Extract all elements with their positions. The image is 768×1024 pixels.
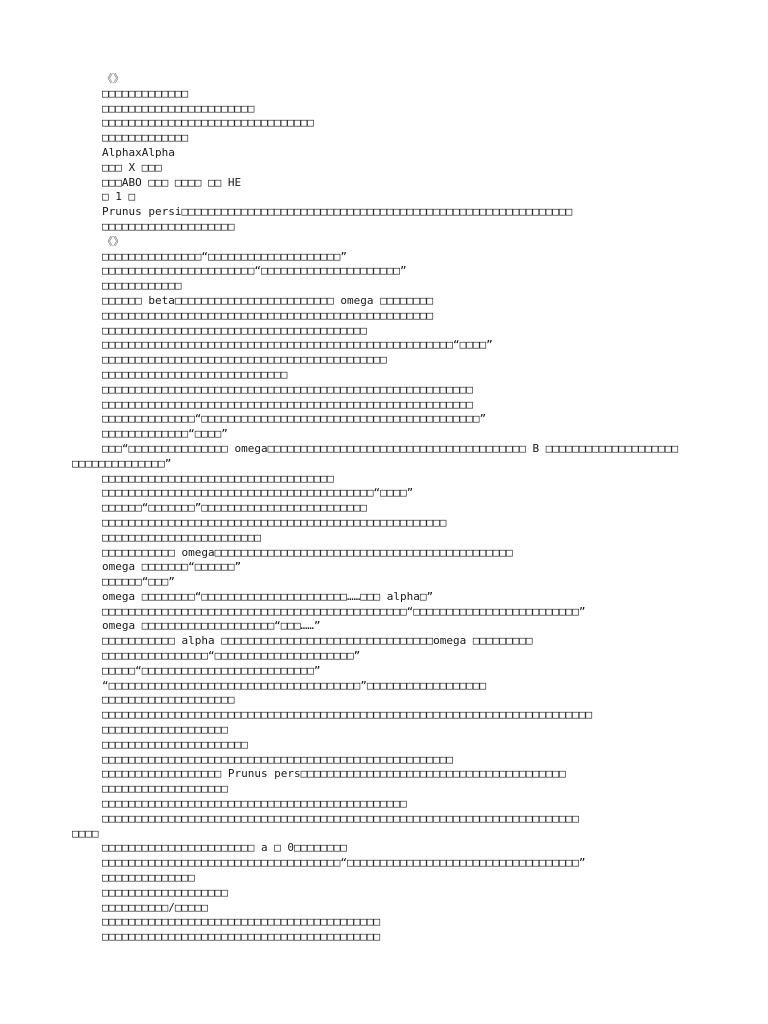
text-line: □□□□□□□□□□□□□□” [72,456,172,470]
text-line: □□□ABO □□□ □□□□ □□ HE [102,175,242,189]
text-line: □□□□□□□□□□□ omega□□□□□□□□□□□□□□□□□□□□□□□□□□□□□□□□□□□□□□□□□□□□□ [102,545,513,559]
text-line: □□□□□□□□□□□□ [102,279,182,293]
text-line: □□□□□□□□□□□□□□□□□□□□□□□□□□□□□□□□□□□□□□□□□□□□□□□□□□ [102,308,434,322]
text-line: omega □□□□□□□□□□□□□□□□□□□□“□□□……” [102,619,321,633]
text-line: □□□□ [72,826,99,840]
text-line: □□□□□□□□□□□□□ [102,131,189,145]
document-page [0,72,768,945]
text-line: □□□□□□□□□□□□□□□□□□□□ [102,693,235,707]
text-line: □□□□□□□□□□□□□□□□□□□□□□□“□□□□□□□□□□□□□□□□□□□□□” [102,264,407,278]
text-line: “□□□□□□□□□□□□□□□□□□□□□□□□□□□□□□□□□□□□□□”□□□□□□□□□□□□□□□□□□ [102,678,487,692]
text-line: □□□□□□□□□□□□□□□□□□□□□□□□ [102,530,261,544]
text-line: □□□□□□□□□□□□□□□□□□□□□□□□□□□□□□□□□□□□“□□□□□□□□□□□□□□□□□□□□□□□□□□□□□□□□□□□” [102,856,586,870]
text-line: 《》 [102,234,124,248]
text-line: □□□□□□□□□□□□□□□□□□□□□□□□□□□□□□□□□□□□□□□□□□□□□□□□□□□□□□□□ [102,382,473,396]
text-line: □□□□□□□□□□□□□□□□□□□□□□□□□□□□□□□□□□□ [102,471,334,485]
text-line: □□□□□□□□□□□□□“□□□□” [102,427,228,441]
text-line: □□□□□□□□□□□□□□□□□□□□□□□□□□□□□□□□□□□□□□□□□□□□□□“□□□□□□□□□□□□□□□□□□□□□□□□□” [102,604,586,618]
text-line: □□□□□□□□□□□□□□□□□□□□□□□□□□□□ [102,367,288,381]
text-line: □□□□□□□□□□□□□□□“□□□□□□□□□□□□□□□□□□□□” [102,249,348,263]
text-line: □□□□□□□□□□□□□□□□□□□□□□□ a □ 0□□□□□□□□ [102,841,348,855]
text-line: □□□□□□□□□□□□□□ [102,871,195,885]
text-line: □□□□□□□□□□□□□□□□□□□ [102,723,228,737]
text-line: □□□“□□□□□□□□□□□□□□□ omega□□□□□□□□□□□□□□□□□□□□□□□□□□□□□□□□□□□□□□□ B □□□□□□□□□□□□□□□□□□□□ [102,441,679,455]
text-line: □□□□□□□□□□□□□□□□□□□ [102,885,228,899]
text-line: omega □□□□□□□“□□□□□□” [102,560,242,574]
text-line: □□□□□□ beta□□□□□□□□□□□□□□□□□□□□□□□□ omega □□□□□□□□ [102,293,434,307]
text-line: □□□□□□□□□□□□□□□□□□□□□□□□□□□□□□□□□□□□□□□□□“□□□□” [102,486,414,500]
text-line: □□□□□□□□□□□□□□□□□□□□□□□□□□□□□□□□□□□□□□□□□□□□□□□□□□□□□□□□□□□□□□□□□□□□□□□□□□ [102,708,593,722]
text-line: □□□□□□□□□□□□□□□□□□ Prunus pers□□□□□□□□□□□□□□□□□□□□□□□□□□□□□□□□□□□□□□□□ [102,767,566,781]
text-line: □□□□□□□□□□□□□□□□□□□□□□□□□□□□□□□□□□□□□□□□□□□□□□□□□□□□□ [102,752,453,766]
text-line: □□□□□“□□□□□□□□□□□□□□□□□□□□□□□□□□” [102,663,321,677]
text-line: □□□□□□□□□□□□□□□□□□□□□□□□□□□□□□□□□□□□□□□□ [102,323,367,337]
text-line: 《》 [102,72,124,85]
text-line: □□□ X □□□ [102,160,162,174]
text-line: □□□□□□“□□□” [102,575,175,589]
text-line: □□□□□□□□□□□□□□□□□□□□□□□□□□□□□□□□□□□□□□□□□□□□□□□□□□□□□□□□ [102,397,473,411]
text-line: □□□□□□□□□□□□□□□□□□□□ [102,219,235,233]
text-line: □□□□□□“□□□□□□□”□□□□□□□□□□□□□□□□□□□□□□□□□ [102,501,367,515]
text-line: □□□□□□□□□□□□□□□□□□□ [102,782,228,796]
text-line: □□□□□□□□□□□□□□□□□□□□□□□□□□□□□□□□□□□□□□□□□□□□□□□□□□□□□“□□□□” [102,338,493,352]
text-line: AlphaxAlpha [102,145,175,159]
text-line: Prunus persi□□□□□□□□□□□□□□□□□□□□□□□□□□□□□□□□□□□□□□□□□□□□□□□□□□□□□□□□□□□ [102,205,573,219]
text-line: □□□□□□□□□□□□□□□□□□□□□□□□□□□□□□□□□□□□□□□□□□ [102,915,381,929]
text-line: □□□□□□□□□□□□□□□□□□□□□□□□□□□□□□□□ [102,116,314,130]
text-line: □□□□□□□□□□□ alpha □□□□□□□□□□□□□□□□□□□□□□□□□□□□□□□□omega □□□□□□□□□ [102,634,533,648]
text-line: □□□□□□□□□□□□□□□□□□□□□□ [102,737,248,751]
text-line: □□□□□□□□□□□□□□□□□□□□□□□□□□□□□□□□□□□□□□□□□□□□□□□□□□□□□□□□□□□□□□□□□□□□□□□□ [102,811,579,825]
text-line: □□□□□□□□□□□□□□□□□□□□□□□□□□□□□□□□□□□□□□□□□□□□□□□□□□□□ [102,515,447,529]
text-line: □□□□□□□□□□□□□□□□□□□□□□□□□□□□□□□□□□□□□□□□□□ [102,930,381,944]
text-line: □□□□□□□□□□□□□□□□□□□□□□□□□□□□□□□□□□□□□□□□□□□□□□ [102,797,407,811]
text-line: □□□□□□□□□□/□□□□□ [102,900,208,914]
text-line: omega □□□□□□□□“□□□□□□□□□□□□□□□□□□□□□□……□□□ alpha□” [102,589,434,603]
text-line: □□□□□□□□□□□□□ [102,86,189,100]
text-line: □□□□□□□□□□□□□□□□□□□□□□□ [102,101,255,115]
text-line: □ 1 □ [102,190,136,204]
text-line: □□□□□□□□□□□□□□□□□□□□□□□□□□□□□□□□□□□□□□□□□□□ [102,353,387,367]
text-line: □□□□□□□□□□□□□□“□□□□□□□□□□□□□□□□□□□□□□□□□□□□□□□□□□□□□□□□□□” [102,412,487,426]
text-line: □□□□□□□□□□□□□□□□“□□□□□□□□□□□□□□□□□□□□□” [102,649,361,663]
